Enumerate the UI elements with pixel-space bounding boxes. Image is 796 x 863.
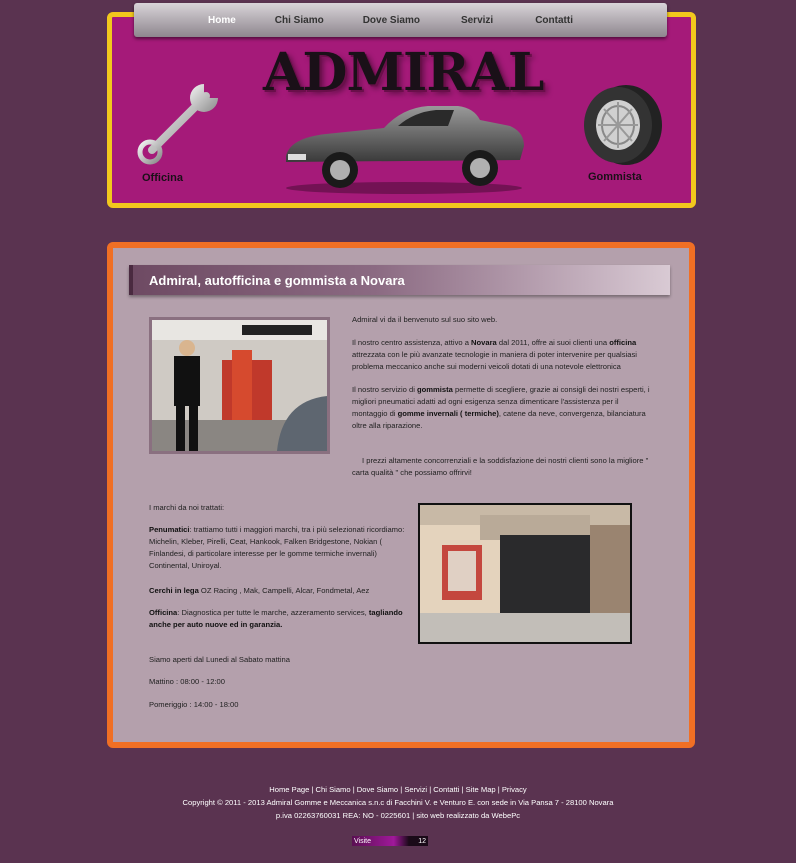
- paragraph-cerchi: Cerchi in lega OZ Racing , Mak, Campelli, Alcar, Fondmetal, Aez: [149, 586, 370, 595]
- tire-icon: [578, 82, 664, 168]
- garage-photo: [418, 503, 632, 644]
- opening-afternoon: Pomeriggio : 14:00 - 18:00: [149, 700, 239, 709]
- site-logo: ADMIRAL: [263, 42, 544, 103]
- welcome-text: Admiral vi da il benvenuto sul suo sito web.: [352, 315, 498, 324]
- paragraph-gommista: Il nostro servizio di gommista permette di scegliere, grazie ai consigli dei nostri esperti, i migliori pneumatici adatti ad ogni esigenza senza dimenticare l'assistenza per il montaggio di gomme invernali ( termiche), catene da neve, convergenza, bilanciatura oltre alla riparazione.: [352, 385, 650, 430]
- page-title: Admiral, autofficina e gommista a Novara: [149, 273, 405, 288]
- nav-servizi[interactable]: Servizi: [460, 14, 494, 26]
- nav-chi-siamo[interactable]: Chi Siamo: [274, 14, 324, 26]
- marchi-heading: I marchi da noi trattati:: [149, 503, 225, 512]
- visit-counter: [352, 836, 428, 846]
- paragraph-officina-services: Officina: Diagnostica per tutte le marche, azzeramento services, tagliando anche per auto nuove ed in garanzia.: [149, 608, 403, 629]
- footer-links[interactable]: Home Page | Chi Siamo | Dove Siamo | Servizi | Contatti | Site Map | Privacy: [269, 785, 527, 794]
- counter-value: 12: [418, 837, 426, 845]
- nav-home[interactable]: Home: [208, 14, 236, 26]
- opening-morning: Mattino : 08:00 - 12:00: [149, 677, 225, 686]
- nav-contatti[interactable]: Contatti: [535, 14, 573, 26]
- footer-piva: p.iva 02263760031 REA: NO - 0225601 | sito web realizzato da WebePc: [275, 811, 521, 820]
- paragraph-prezzi: I prezzi altamente concorrenziali e la soddisfazione dei nostri clienti sono la migliore " carta qualità " che possiamo offrirvi!: [352, 456, 649, 477]
- counter-label: Visite: [354, 837, 371, 845]
- label-officina: Officina: [142, 172, 183, 184]
- label-gommista: Gommista: [588, 171, 642, 183]
- car-image: [278, 98, 530, 196]
- nav-dove-siamo[interactable]: Dove Siamo: [362, 14, 420, 26]
- footer-copyright: Copyright © 2011 - 2013 Admiral Gomme e Meccanica s.n.c di Facchini V. e Venturo E. con sede in Via Pansa 7 - 28100 Novara: [182, 798, 614, 807]
- opening-days: Siamo aperti dal Lunedi al Sabato mattina: [149, 655, 290, 664]
- main-nav: [134, 3, 667, 37]
- paragraph-pneumatici: Penumatici: trattiamo tutti i maggiori marchi, tra i più selezionati ricordiamo: Michelin, Kleber, Pirelli, Ceat, Hankook, Falken Bridgestone, Nokian ( Finlandesi, di particolare interesse per le gomme termiche invernali) Continental, Uniroyal.: [149, 525, 405, 570]
- wrench-icon: [134, 76, 226, 168]
- paragraph-officina: Il nostro centro assistenza, attivo a Novara dal 2011, offre ai suoi clienti una officina attrezzata con le più avanzate tecnologie in maniera di poter intervenire per qualsiasi problema meccanico anche sui moderni veicoli dotati di una notevole elettronica: [352, 338, 637, 371]
- workshop-photo: [149, 317, 330, 454]
